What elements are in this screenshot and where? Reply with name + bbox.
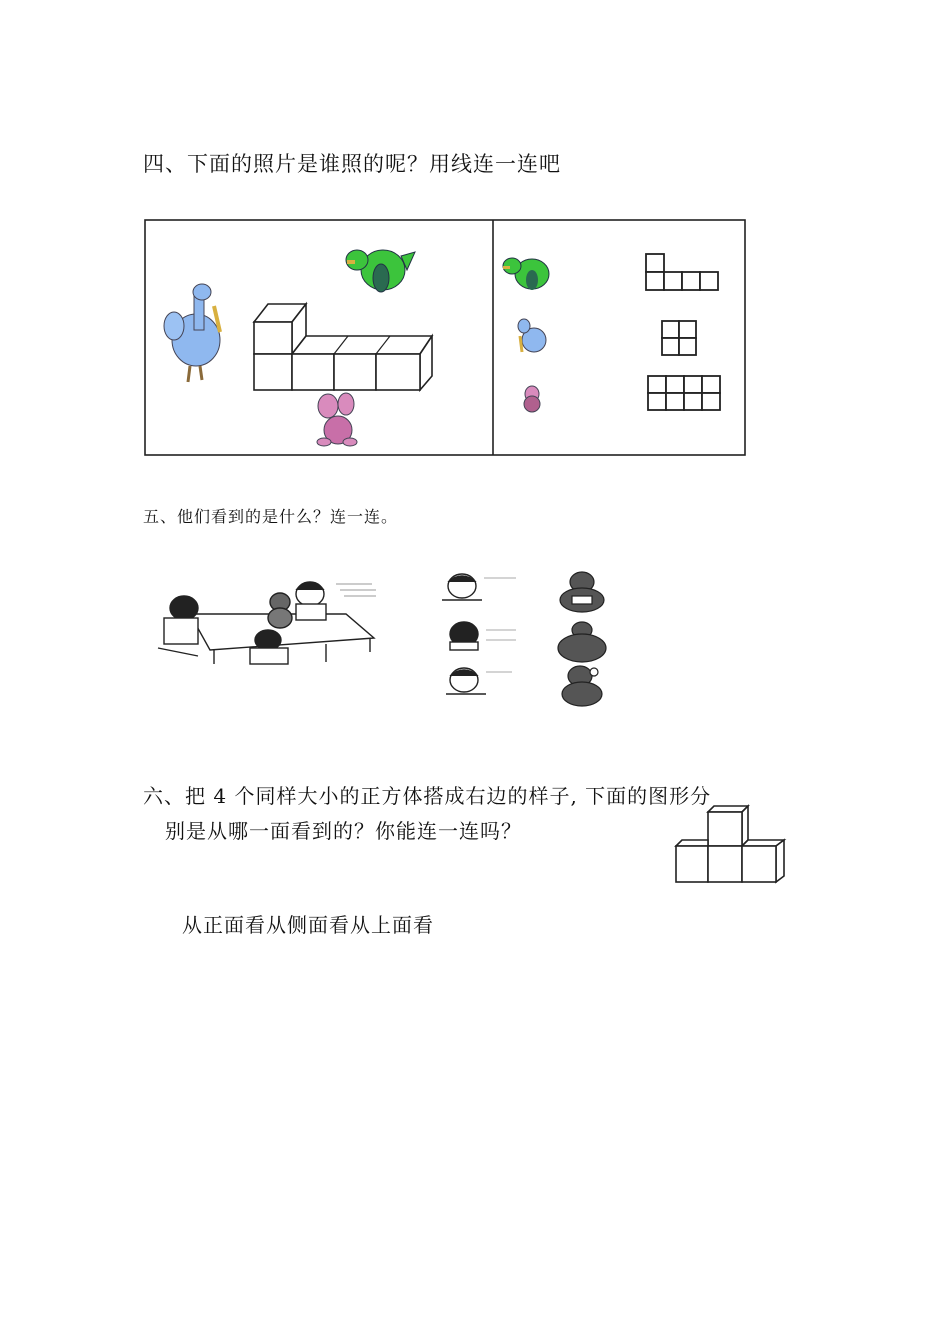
block-structure	[250, 300, 436, 394]
view-2x4-grid	[646, 374, 722, 414]
question-5-title: 五、他们看到的是什么？连一连。	[143, 507, 399, 526]
view-2x2-grid	[660, 319, 700, 359]
pink-rabbit-illustration	[312, 392, 362, 450]
view-l-shape	[644, 250, 722, 292]
children-at-table-illustration	[150, 578, 382, 670]
green-bird-small-icon	[500, 252, 560, 294]
green-bird-illustration	[343, 242, 418, 298]
four-cube-structure	[672, 806, 788, 886]
blue-bird-illustration	[160, 282, 230, 387]
question-6-line-2: 别是从哪一面看到的？你能连一连吗？	[165, 819, 522, 843]
question-6-line-1: 六、把 4 个同样大小的正方体搭成右边的样子, 下面的图形分	[143, 784, 712, 808]
question-4-title: 四、下面的照片是谁照的呢？用线连一连吧	[143, 152, 561, 176]
view-options-text: 从正面看从侧面看从上面看	[182, 913, 434, 937]
teletubby-figures-illustration	[540, 568, 624, 708]
child-heads-illustration	[428, 568, 518, 708]
pink-rabbit-small-icon	[518, 384, 546, 414]
blue-bird-small-icon	[514, 316, 550, 358]
